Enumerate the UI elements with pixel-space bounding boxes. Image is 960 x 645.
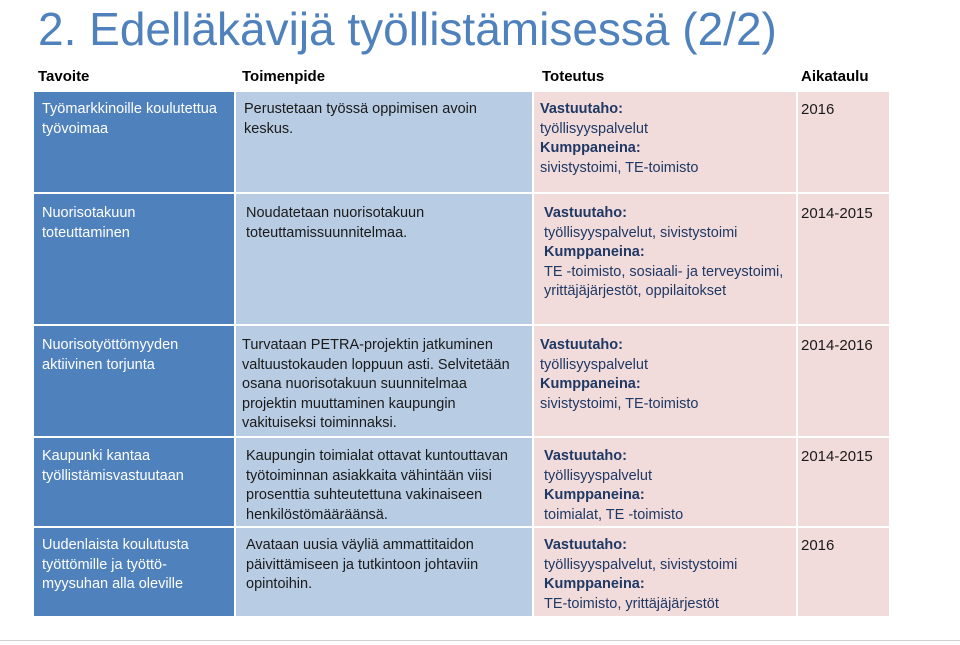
toteutus-cell: [534, 194, 796, 324]
tavoite-cell: Nuorisotyöttömyyden aktiivinen torjunta: [34, 326, 234, 436]
kumppaneina-label: Kumppaneina:: [540, 140, 641, 157]
kumppaneina-value: sivistystoimi, TE-toimisto: [540, 159, 699, 176]
toteutus-cell: [534, 528, 796, 616]
vastuutaho-value: työllisyyspalvelut, sivistystoimi: [544, 556, 738, 573]
kumppaneina-label: Kumppaneina:: [544, 244, 645, 261]
vastuutaho-label: Vastuutaho:: [544, 537, 627, 553]
kumppaneina-value: sivistystoimi, TE-toimisto: [540, 395, 699, 412]
header-toteutus: Toteutus: [542, 68, 605, 85]
vastuutaho-label: Vastuutaho:: [544, 205, 627, 221]
bottom-divider: [0, 640, 960, 641]
vastuutaho-value: työllisyyspalvelut: [540, 120, 648, 137]
tavoite-cell: Työmarkkinoille koulutettua työvoimaa: [34, 92, 234, 192]
aikataulu-cell: 2014-2016: [798, 326, 889, 436]
kumppaneina-label: Kumppaneina:: [544, 576, 645, 593]
page-title: 2. Edelläkävijä työllistämisessä (2/2): [38, 3, 777, 55]
aikataulu-cell: 2016: [798, 528, 889, 616]
kumppaneina-value: toimialat, TE -toimisto: [544, 506, 684, 523]
table-header: [34, 62, 889, 90]
toteutus-cell: [534, 326, 796, 436]
header-toimenpide: Toimenpide: [242, 68, 326, 85]
toteutus-cell: [534, 92, 796, 192]
kumppaneina-label: Kumppaneina:: [544, 487, 645, 504]
header-aikataulu: Aikataulu: [801, 68, 869, 85]
tavoite-cell: Nuorisotakuun toteuttaminen: [34, 194, 234, 324]
vastuutaho-value: työllisyyspalvelut: [540, 356, 648, 373]
toimenpide-cell: Noudatetaan nuorisotakuun toteuttamissuunnitelmaa.: [236, 194, 532, 324]
vastuutaho-label: Vastuutaho:: [544, 448, 627, 464]
kumppaneina-value: TE -toimisto, sosiaali- ja terveystoimi, yrittäjäjärjestöt, oppilaitokset: [544, 263, 784, 300]
toteutus-cell: [534, 438, 796, 526]
vastuutaho-label: Vastuutaho:: [540, 337, 623, 353]
vastuutaho-value: työllisyyspalvelut: [544, 467, 652, 484]
vastuutaho-value: työllisyyspalvelut, sivistystoimi: [544, 224, 738, 241]
tavoite-cell: Kaupunki kantaa työllistämisvastuutaan: [34, 438, 234, 526]
kumppaneina-label: Kumppaneina:: [540, 376, 641, 393]
aikataulu-cell: 2014-2015: [798, 194, 889, 324]
tavoite-cell: Uudenlaista koulutusta työttömille ja työttö-myysuhan alla oleville: [34, 528, 234, 616]
toimenpide-cell: Kaupungin toimialat ottavat kuntouttavan työtoiminnan asiakkaita vähintään viisi prosenttia suhteutettuna vakinaiseen henkilöstömääräänsä.: [236, 438, 532, 526]
header-tavoite: Tavoite: [38, 68, 90, 85]
toimenpide-cell: Perustetaan työssä oppimisen avoin keskus.: [236, 92, 532, 192]
aikataulu-cell: 2016: [798, 92, 889, 192]
kumppaneina-value: TE-toimisto, yrittäjäjärjestöt: [544, 595, 719, 612]
toimenpide-cell: Turvataan PETRA-projektin jatkuminen valtuustokauden loppuun asti. Selvitetään osana nuorisotakuun suunnitelmaa projektin muuttaminen kaupungin vakituiseksi toiminnaksi.: [236, 326, 532, 436]
aikataulu-cell: 2014-2015: [798, 438, 889, 526]
vastuutaho-label: Vastuutaho:: [540, 101, 623, 117]
toimenpide-cell: Avataan uusia väyliä ammattitaidon päivittämiseen ja tutkintoon johtaviin opintoihin.: [236, 528, 532, 616]
